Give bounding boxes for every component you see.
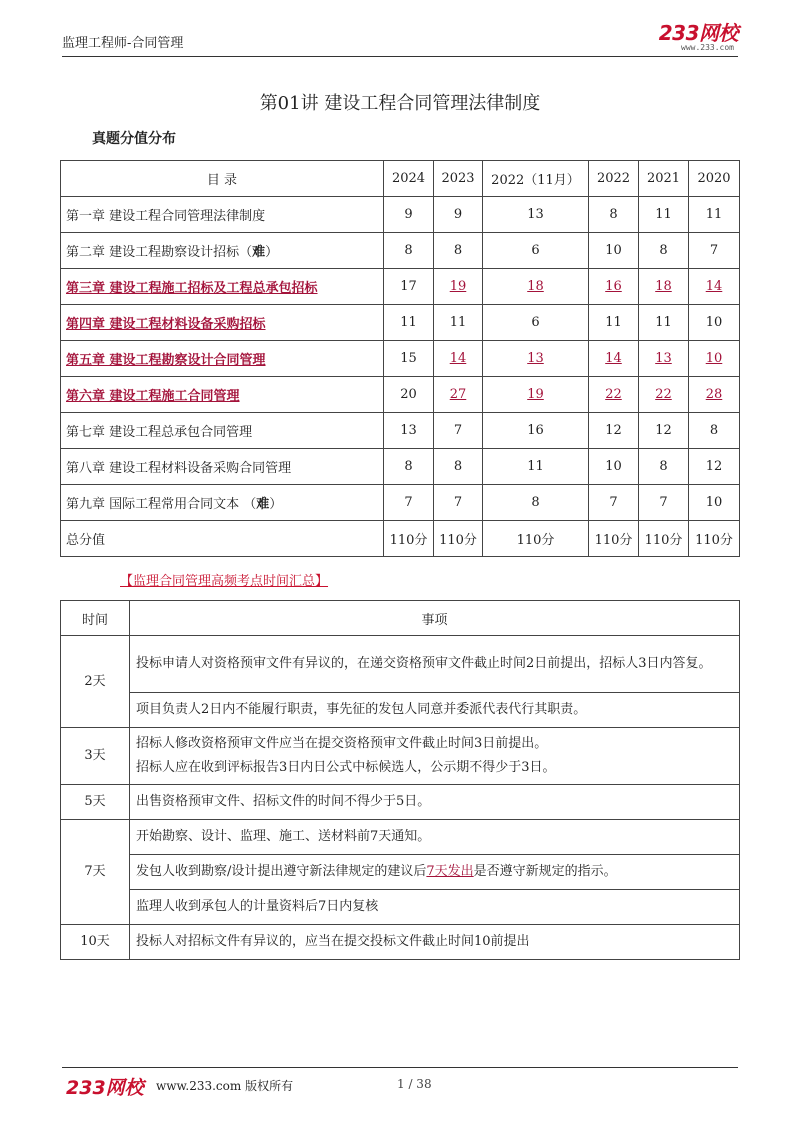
page-footer	[62, 1067, 738, 1099]
header-time: 时间	[61, 601, 130, 636]
table-row	[61, 728, 740, 785]
score-cell: 8	[434, 449, 483, 485]
item-cell: 投标人对招标文件有异议的，应当在提交投标文件截止时间10前提出	[130, 925, 740, 960]
chapter-cell-highlight: 第四章 建设工程材料设备采购招标	[61, 305, 384, 341]
header-item: 事项	[130, 601, 740, 636]
chapter-cell-highlight: 第六章 建设工程施工合同管理	[61, 377, 384, 413]
header-year: 2022	[589, 161, 639, 197]
score-cell: 10	[589, 233, 639, 269]
brand-logo-url: www.233.com	[681, 43, 734, 52]
chapter-text-end: ）	[265, 245, 279, 260]
score-cell: 8	[434, 233, 483, 269]
table-row	[61, 485, 740, 521]
total-cell: 110分	[384, 521, 434, 557]
total-label: 总分值	[61, 521, 384, 557]
table-row	[61, 413, 740, 449]
score-cell: 6	[483, 305, 589, 341]
difficulty-mark: 难	[256, 497, 270, 512]
score-cell: 11	[639, 197, 689, 233]
total-row	[61, 521, 740, 557]
score-cell: 17	[384, 269, 434, 305]
table-row	[61, 925, 740, 960]
header-title: 监理工程师-合同管理	[62, 36, 184, 51]
score-distribution-table	[60, 160, 740, 557]
table-row	[61, 785, 740, 820]
time-cell: 5天	[61, 785, 130, 820]
score-cell: 20	[384, 377, 434, 413]
table-row	[61, 341, 740, 377]
score-cell: 12	[689, 449, 740, 485]
page-number: 1 / 38	[397, 1077, 432, 1091]
page-title: 第01讲 建设工程合同管理法律制度	[259, 93, 541, 114]
table-row	[61, 855, 740, 890]
item-cell: 监理人收到承包人的计量资料后7日内复核	[130, 890, 740, 925]
chapter-text-end: ）	[269, 497, 283, 512]
score-cell: 27	[434, 377, 483, 413]
score-cell: 14	[589, 341, 639, 377]
score-cell: 7	[689, 233, 740, 269]
chapter-cell	[61, 233, 384, 269]
table-row	[61, 693, 740, 728]
item-cell: 开始勘察、设计、监理、施工、送材料前7天通知。	[130, 820, 740, 855]
score-cell: 8	[483, 485, 589, 521]
score-cell: 13	[483, 197, 589, 233]
item-text: 是否遵守新规定的指示。	[473, 864, 617, 879]
table-row	[61, 636, 740, 693]
score-cell: 11	[589, 305, 639, 341]
score-cell: 8	[639, 449, 689, 485]
score-cell: 12	[639, 413, 689, 449]
header-year: 2022（11月）	[483, 161, 589, 197]
total-cell: 110分	[483, 521, 589, 557]
table-row	[61, 197, 740, 233]
total-cell: 110分	[689, 521, 740, 557]
score-cell: 8	[589, 197, 639, 233]
table-header-row	[61, 601, 740, 636]
score-cell: 14	[689, 269, 740, 305]
score-cell: 11	[384, 305, 434, 341]
chapter-cell: 第一章 建设工程合同管理法律制度	[61, 197, 384, 233]
emphasis-text: 7天发出	[426, 864, 474, 879]
chapter-text: 第二章 建设工程勘察设计招标（	[66, 245, 253, 260]
score-cell: 8	[639, 233, 689, 269]
item-cell: 投标申请人对资格预审文件有异议的，在递交资格预审文件截止时间2日前提出，招标人3日内答复。	[130, 636, 740, 693]
score-cell: 10	[589, 449, 639, 485]
time-summary-heading: 【监理合同管理高频考点时间汇总】	[120, 574, 329, 589]
chapter-cell-highlight: 第三章 建设工程施工招标及工程总承包招标	[61, 269, 384, 305]
score-cell: 19	[483, 377, 589, 413]
difficulty-mark: 难	[252, 245, 266, 260]
table-row	[61, 820, 740, 855]
score-cell: 7	[384, 485, 434, 521]
score-cell: 11	[483, 449, 589, 485]
score-cell: 11	[434, 305, 483, 341]
score-cell: 10	[689, 341, 740, 377]
table-row	[61, 449, 740, 485]
item-line: 招标人修改资格预审文件应当在提交资格预审文件截止时间3日前提出。	[136, 736, 548, 751]
score-cell: 18	[483, 269, 589, 305]
score-cell: 8	[384, 449, 434, 485]
score-cell: 7	[589, 485, 639, 521]
score-cell: 10	[689, 485, 740, 521]
chapter-cell	[61, 485, 384, 521]
chapter-cell: 第七章 建设工程总承包合同管理	[61, 413, 384, 449]
section-label: 真题分值分布	[92, 131, 176, 147]
score-cell: 9	[434, 197, 483, 233]
table-row	[61, 233, 740, 269]
score-cell: 11	[689, 197, 740, 233]
score-cell: 7	[434, 413, 483, 449]
item-text: 发包人收到勘察/设计提出遵守新法律规定的建议后	[136, 864, 427, 879]
header-year: 2023	[434, 161, 483, 197]
score-cell: 11	[639, 305, 689, 341]
time-cell: 10天	[61, 925, 130, 960]
score-cell: 10	[689, 305, 740, 341]
table-row	[61, 269, 740, 305]
time-summary-table	[60, 600, 740, 960]
score-cell: 28	[689, 377, 740, 413]
score-cell: 15	[384, 341, 434, 377]
time-cell: 7天	[61, 820, 130, 925]
item-line: 招标人应在收到评标报告3日内日公式中标候选人，公示期不得少于3日。	[136, 760, 556, 775]
score-cell: 13	[483, 341, 589, 377]
score-cell: 13	[384, 413, 434, 449]
item-cell: 出售资格预审文件、招标文件的时间不得少于5日。	[130, 785, 740, 820]
score-cell: 19	[434, 269, 483, 305]
score-cell: 6	[483, 233, 589, 269]
table-row	[61, 305, 740, 341]
header-year: 2024	[384, 161, 434, 197]
score-cell: 18	[639, 269, 689, 305]
brand-logo-text: 233网校	[658, 21, 738, 45]
brand-logo[interactable]	[659, 22, 738, 52]
score-cell: 22	[589, 377, 639, 413]
score-cell: 22	[639, 377, 689, 413]
score-cell: 9	[384, 197, 434, 233]
table-row	[61, 377, 740, 413]
page-header	[62, 22, 738, 57]
score-cell: 16	[483, 413, 589, 449]
footer-logo[interactable]: 233网校	[66, 1077, 144, 1099]
score-cell: 7	[639, 485, 689, 521]
item-cell	[130, 855, 740, 890]
item-cell: 项目负责人2日内不能履行职责，事先征的发包人同意并委派代表代行其职责。	[130, 693, 740, 728]
score-cell: 8	[689, 413, 740, 449]
time-cell: 2天	[61, 636, 130, 728]
score-cell: 16	[589, 269, 639, 305]
table-row	[61, 890, 740, 925]
time-cell: 3天	[61, 728, 130, 785]
header-year: 2021	[639, 161, 689, 197]
footer-copyright: www.233.com 版权所有	[156, 1079, 294, 1093]
total-cell: 110分	[639, 521, 689, 557]
chapter-text: 第九章 国际工程常用合同文本 （	[66, 497, 257, 512]
score-cell: 8	[384, 233, 434, 269]
header-catalog: 目 录	[61, 161, 384, 197]
score-cell: 7	[434, 485, 483, 521]
item-cell	[130, 728, 740, 785]
score-cell: 13	[639, 341, 689, 377]
score-cell: 12	[589, 413, 639, 449]
total-cell: 110分	[589, 521, 639, 557]
score-cell: 14	[434, 341, 483, 377]
chapter-cell: 第八章 建设工程材料设备采购合同管理	[61, 449, 384, 485]
total-cell: 110分	[434, 521, 483, 557]
header-year: 2020	[689, 161, 740, 197]
chapter-cell-highlight: 第五章 建设工程勘察设计合同管理	[61, 341, 384, 377]
table-header-row	[61, 161, 740, 197]
